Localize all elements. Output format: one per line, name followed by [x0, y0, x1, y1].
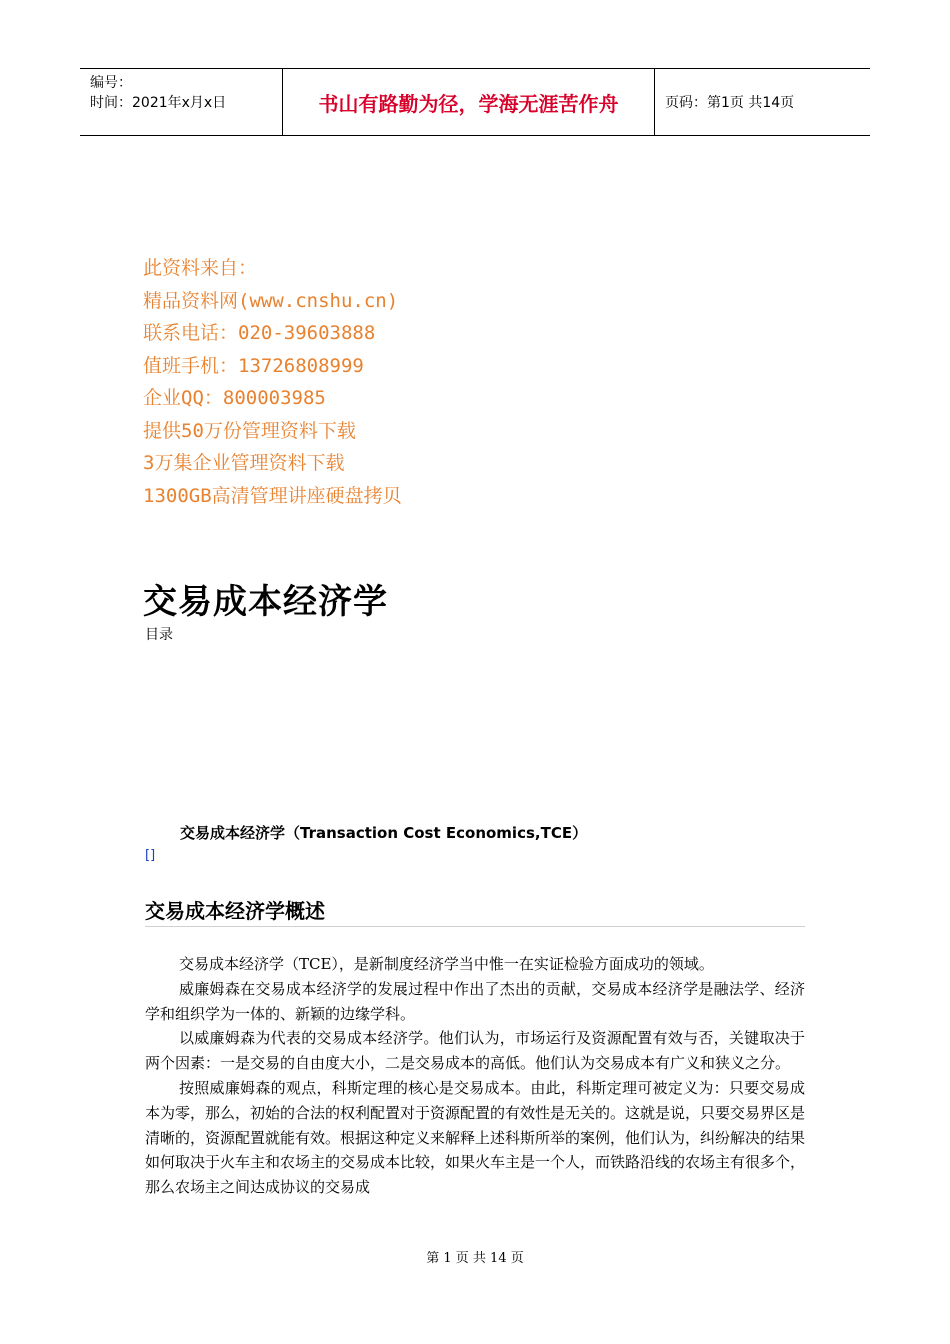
document-title: 交易成本经济学 — [143, 582, 388, 622]
source-line: 联系电话：020-39603888 — [143, 322, 376, 344]
page-footer: 第 1 页 共 14 页 — [426, 1251, 524, 1266]
page-info: 页码：第1页 共14页 — [665, 95, 795, 111]
paragraph: 按照威廉姆森的观点，科斯定理的核心是交易成本。由此，科斯定理可被定义为：只要交易成本为零，那么，初始的合法的权利配置对于资源配置的有效性是无关的。这就是说，只要交易界区是清晰的，资源配置就能有效。根据这种定义来解释上述科斯所举的案例，他们认为，纠纷解决的结果如何取决于火车主和农场主的交易成本比较，如果火车主是一个人，而铁路沿线的农场主有很多个，那么农场主之间达成协议的交易成 — [145, 1078, 806, 1197]
paragraph: 威廉姆森在交易成本经济学的发展过程中作出了杰出的贡献，交易成本经济学是融法学、经济学和组织学为一体的、新颖的边缘学科。 — [145, 979, 805, 1023]
time-label: 时间：2021年x月x日 — [90, 95, 227, 111]
body-text — [145, 952, 805, 1200]
paragraph: 以威廉姆森为代表的交易成本经济学。他们认为，市场运行及资源配置有效与否，关键取决于两个因素：一是交易的自由度大小，二是交易成本的高低。他们认为交易成本有广义和狭义之分。 — [145, 1029, 805, 1073]
subtitle-line: 交易成本经济学（Transaction Cost Economics,TCE） — [180, 824, 588, 842]
paragraph: 交易成本经济学（TCE），是新制度经济学当中惟一在实证检验方面成功的领域。 — [179, 955, 714, 973]
toc-label: 目录 — [145, 627, 173, 643]
motto: 书山有路勤为径，学海无涯苦作舟 — [282, 69, 655, 135]
header-table — [80, 68, 870, 136]
source-line: 3万集企业管理资料下载 — [143, 452, 345, 474]
section-heading: 交易成本经济学概述 — [145, 899, 325, 923]
source-line: 企业QQ：800003985 — [143, 387, 326, 409]
source-line: 精品资料网(www.cnshu.cn) — [143, 289, 399, 312]
source-line: 此资料来自： — [143, 257, 258, 279]
source-line: 值班手机：13726808999 — [143, 354, 364, 377]
number-label: 编号： — [90, 75, 132, 91]
source-info-block — [143, 252, 402, 512]
header-left-cell — [80, 69, 282, 135]
anchor-link[interactable]: [] — [145, 848, 156, 863]
section-divider — [145, 926, 805, 927]
source-line: 1300GB高清管理讲座硬盘拷贝 — [143, 484, 402, 507]
source-line: 提供50万份管理资料下载 — [143, 419, 356, 442]
